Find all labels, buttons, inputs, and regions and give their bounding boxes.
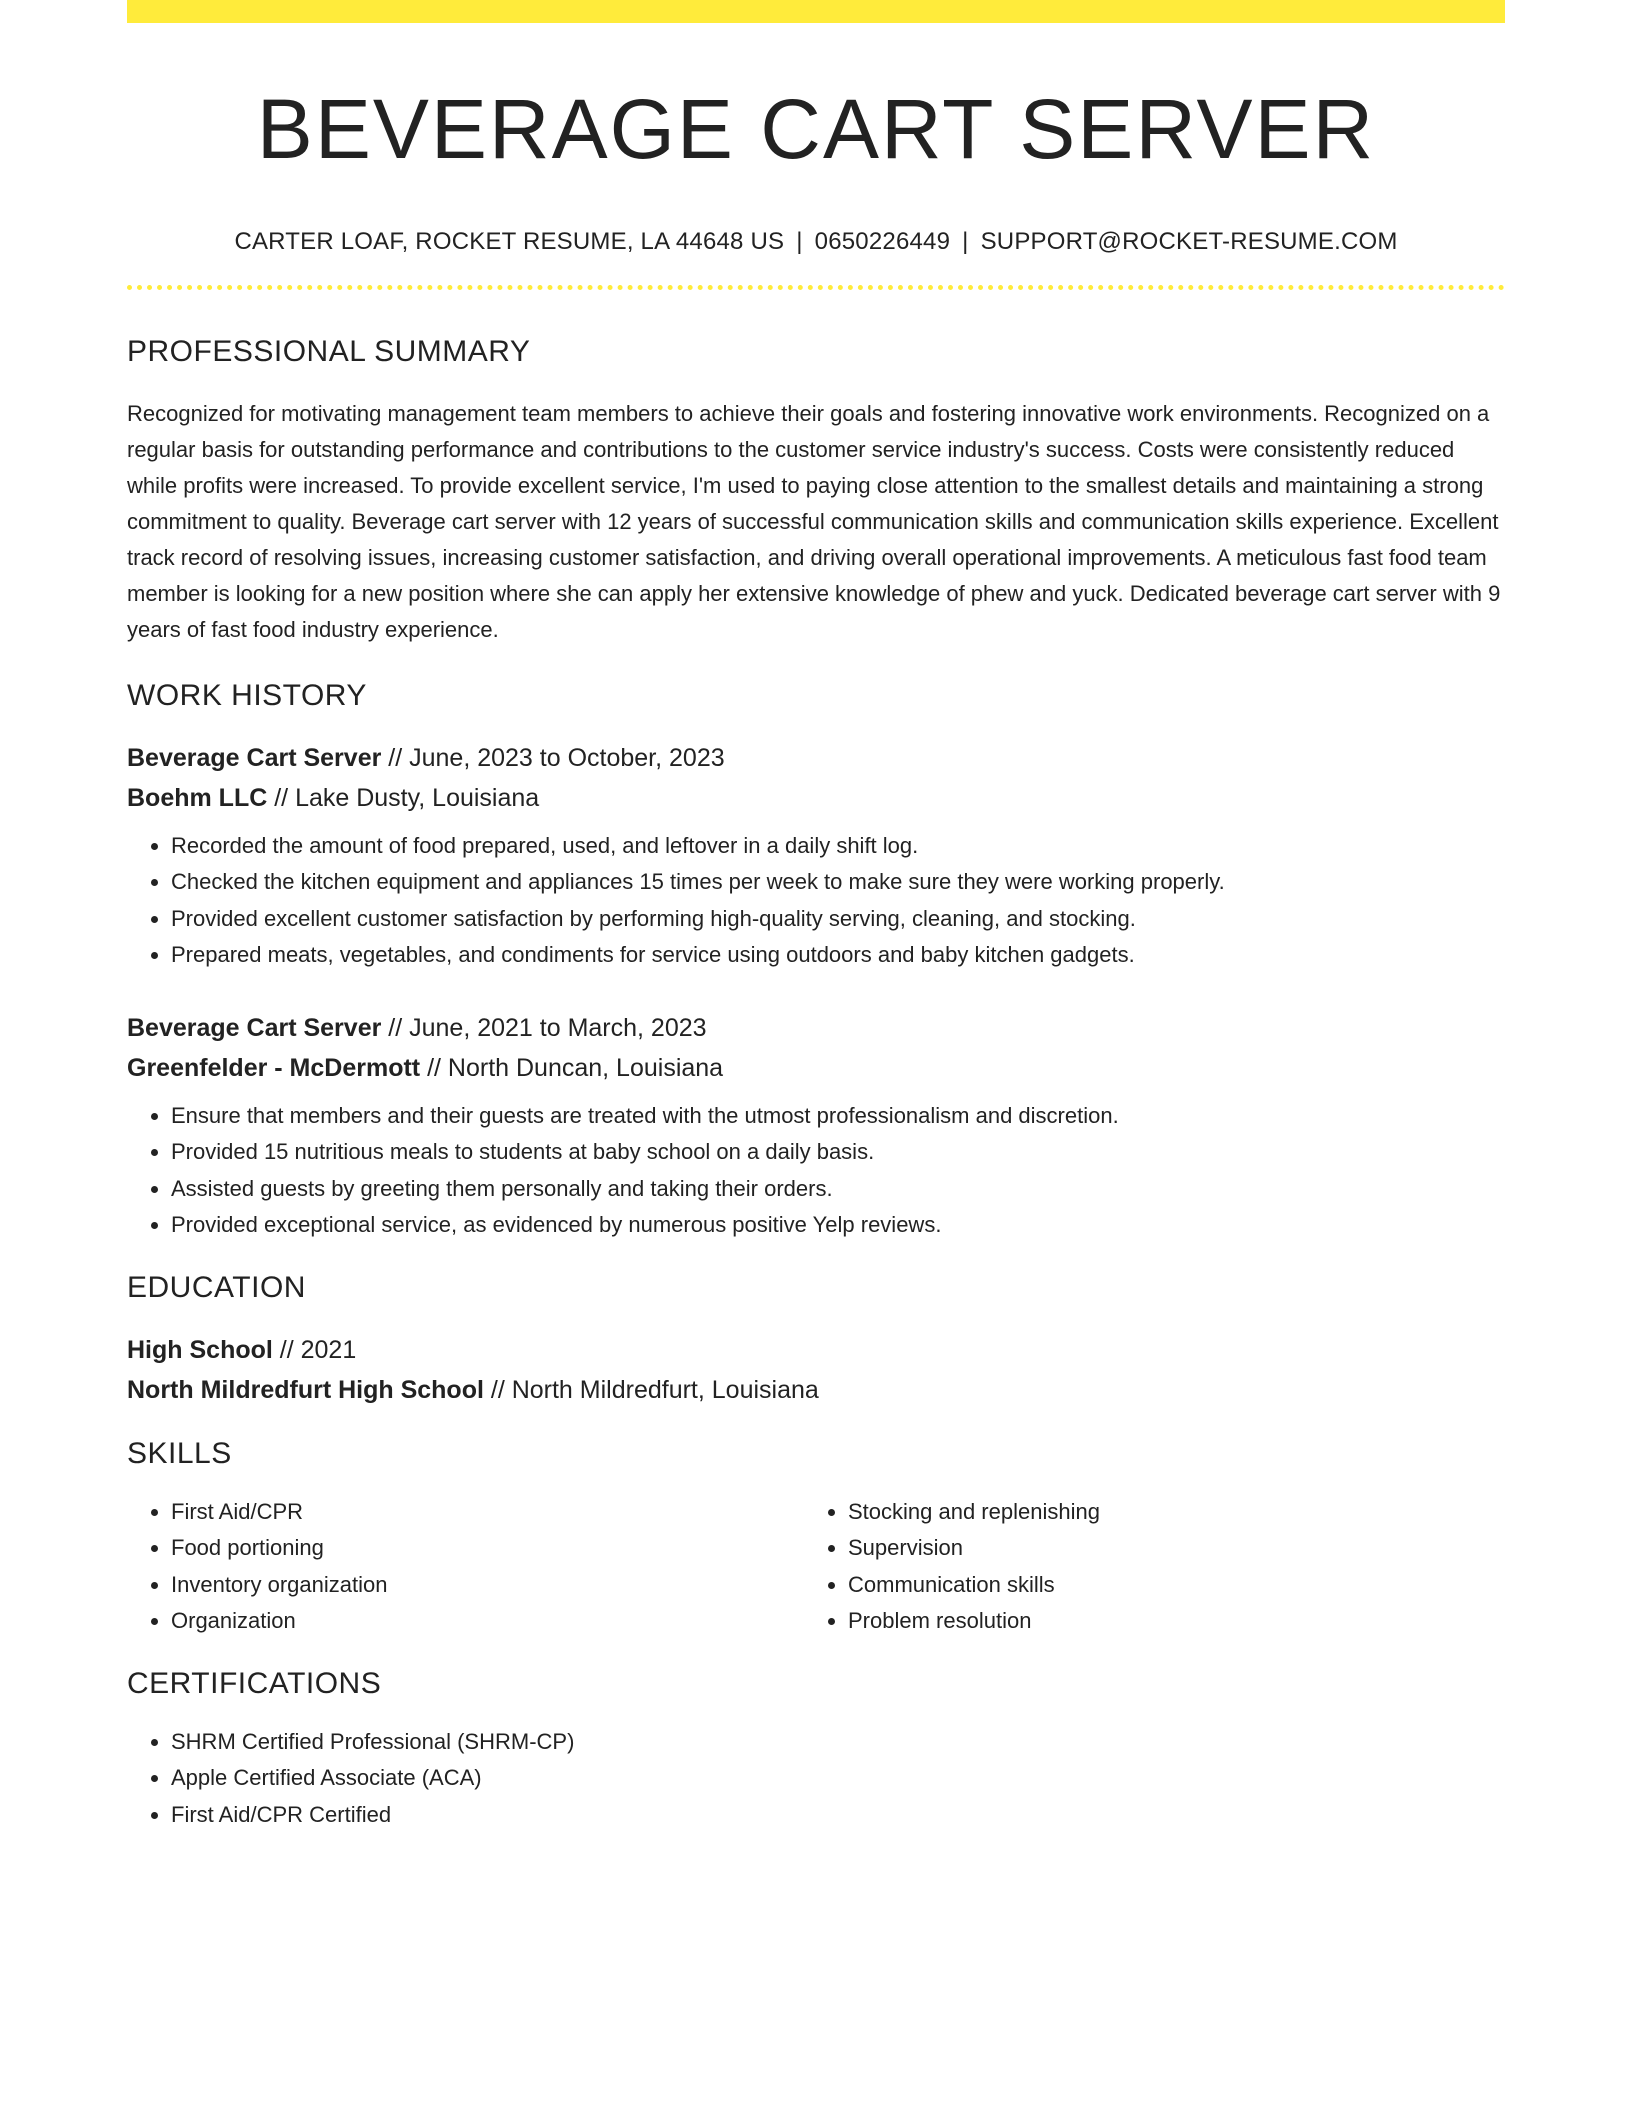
job-title: Beverage Cart Server bbox=[127, 1013, 382, 1042]
job-company-line bbox=[127, 778, 1505, 818]
contact-line bbox=[127, 226, 1505, 257]
contact-phone: 0650226449 bbox=[814, 227, 951, 255]
job-company: Boehm LLC bbox=[127, 783, 268, 812]
dotted-divider bbox=[127, 285, 1505, 290]
job-bullet: • Provided excellent customer satisfaction by performing high-quality serving, cleaning, and stocking. bbox=[171, 901, 1505, 938]
job-bullet: • Checked the kitchen equipment and appliances 15 times per week to make sure they were working properly. bbox=[171, 864, 1505, 901]
job-bullet: • Recorded the amount of food prepared, used, and leftover in a daily shift log. bbox=[171, 828, 1505, 865]
education-degree: High School bbox=[127, 1335, 273, 1364]
summary-text: Recognized for motivating management team members to achieve their goals and fostering innovative work environments. Recognized on a regular basis for outstanding performance and contributions to the customer service industry's success. Costs were consistently reduced while profits were increased. To provide excellent service, I'm used to paying close attention to the smallest details and maintaining a strong commitment to quality. Beverage cart server with 12 years of successful communication skills and communication skills experience. Excellent track record of resolving issues, increasing customer satisfaction, and driving overall operational improvements. A meticulous fast food team member is looking for a new position where she can apply her extensive knowledge of phew and yuck. Dedicated beverage cart server with 9 years of fast food industry experience. bbox=[127, 400, 1501, 642]
section-heading-summary: PROFESSIONAL SUMMARY bbox=[127, 334, 531, 368]
job-title-line bbox=[127, 738, 1505, 778]
section-heading-education: EDUCATION bbox=[127, 1270, 306, 1304]
job-entry bbox=[127, 1008, 1505, 1244]
education-location: // North Mildredfurt, Louisiana bbox=[483, 1375, 819, 1404]
certification-item: • First Aid/CPR Certified bbox=[171, 1797, 1505, 1834]
job-bullet: • Ensure that members and their guests are treated with the utmost professionalism and discretion. bbox=[171, 1098, 1505, 1135]
resume-page bbox=[127, 0, 1505, 1833]
section-heading-work-history: WORK HISTORY bbox=[127, 678, 367, 712]
education-entry bbox=[127, 1330, 1505, 1410]
top-accent-bar bbox=[127, 0, 1505, 23]
skill-item: • Food portioning bbox=[171, 1530, 804, 1567]
skill-item: • Stocking and replenishing bbox=[848, 1494, 1478, 1531]
job-bullet: • Assisted guests by greeting them personally and taking their orders. bbox=[171, 1171, 1505, 1208]
job-title-line bbox=[127, 1008, 1505, 1048]
job-bullet: • Provided 15 nutritious meals to students at baby school on a daily basis. bbox=[171, 1134, 1505, 1171]
job-entry bbox=[127, 738, 1505, 974]
job-company: Greenfelder - McDermott bbox=[127, 1053, 421, 1082]
skill-item: • Inventory organization bbox=[171, 1567, 804, 1604]
contact-separator: | bbox=[796, 227, 803, 255]
job-location: // North Duncan, Louisiana bbox=[420, 1053, 724, 1082]
skill-item: • Communication skills bbox=[848, 1567, 1478, 1604]
education-degree-line bbox=[127, 1330, 1505, 1370]
job-dates: // June, 2021 to March, 2023 bbox=[381, 1013, 707, 1042]
contact-email: SUPPORT@ROCKET-RESUME.COM bbox=[980, 227, 1398, 255]
skill-item: • Problem resolution bbox=[848, 1603, 1478, 1640]
job-location: // Lake Dusty, Louisiana bbox=[267, 783, 540, 812]
job-bullet: • Prepared meats, vegetables, and condiments for service using outdoors and baby kitchen gadgets. bbox=[171, 937, 1505, 974]
job-dates: // June, 2023 to October, 2023 bbox=[381, 743, 725, 772]
certifications-list bbox=[127, 1724, 1505, 1834]
certification-item: • SHRM Certified Professional (SHRM-CP) bbox=[171, 1724, 1505, 1761]
section-heading-skills: SKILLS bbox=[127, 1436, 232, 1470]
job-company-line bbox=[127, 1048, 1505, 1088]
skills-grid bbox=[127, 1494, 1505, 1640]
job-bullets bbox=[127, 1098, 1505, 1244]
skills-column-left bbox=[127, 1494, 804, 1640]
skill-item: • First Aid/CPR bbox=[171, 1494, 804, 1531]
education-school: North Mildredfurt High School bbox=[127, 1375, 484, 1404]
contact-separator: | bbox=[962, 227, 969, 255]
contact-address: CARTER LOAF, ROCKET RESUME, LA 44648 US bbox=[234, 227, 785, 255]
job-bullets bbox=[127, 828, 1505, 974]
education-year: // 2021 bbox=[272, 1335, 357, 1364]
job-bullet: • Provided exceptional service, as evidenced by numerous positive Yelp reviews. bbox=[171, 1207, 1505, 1244]
section-heading-certifications: CERTIFICATIONS bbox=[127, 1666, 382, 1700]
skills-column-right bbox=[804, 1494, 1478, 1640]
education-school-line bbox=[127, 1370, 1505, 1410]
certification-item: • Apple Certified Associate (ACA) bbox=[171, 1760, 1505, 1797]
skill-item: • Supervision bbox=[848, 1530, 1478, 1567]
skill-item: • Organization bbox=[171, 1603, 804, 1640]
job-title: Beverage Cart Server bbox=[127, 743, 382, 772]
resume-title: BEVERAGE CART SERVER bbox=[256, 82, 1376, 176]
